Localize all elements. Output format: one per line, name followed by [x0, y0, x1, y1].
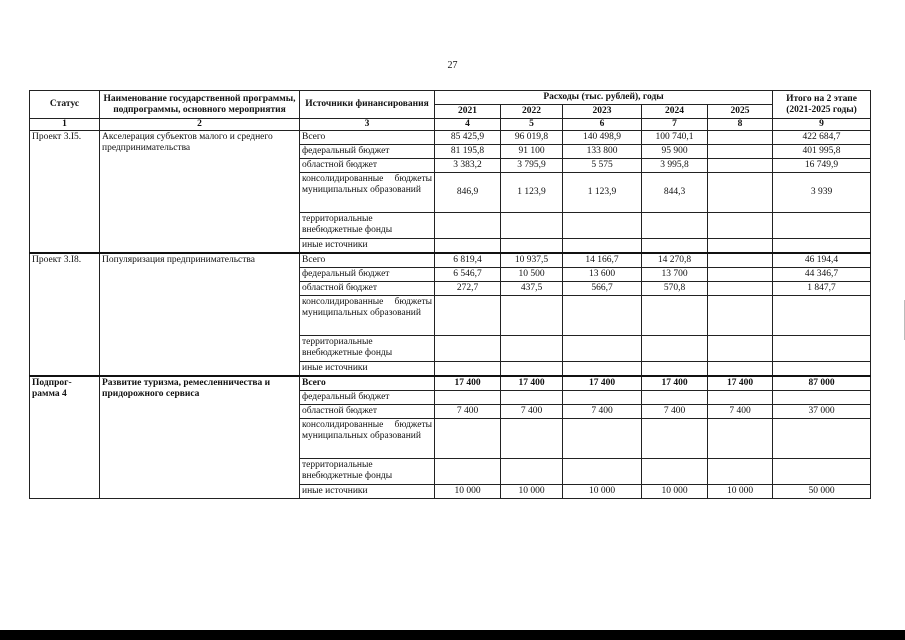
year-value-cell: 17 400 [435, 376, 501, 391]
year-value-cell: 140 498,9 [563, 131, 642, 145]
header-year: 2022 [501, 105, 563, 119]
total-value-cell: 422 684,7 [773, 131, 871, 145]
year-value-cell: 844,3 [642, 173, 708, 213]
year-value-cell: 6 819,4 [435, 253, 501, 268]
scan-bottom-edge [0, 630, 905, 640]
total-value-cell: 50 000 [773, 485, 871, 499]
header-name: Наименование государственной программы, подпрограммы, основного мероприятия [100, 91, 300, 119]
year-value-cell: 17 400 [563, 376, 642, 391]
funding-source-cell: областной бюджет [300, 405, 435, 419]
header-sources: Источники финансирования [300, 91, 435, 119]
column-number: 3 [300, 119, 435, 131]
column-number: 4 [435, 119, 501, 131]
year-value-cell [501, 419, 563, 459]
column-number: 7 [642, 119, 708, 131]
year-value-cell [501, 391, 563, 405]
status-cell: Проект 3.I8. [30, 253, 100, 376]
year-value-cell: 17 400 [642, 376, 708, 391]
funding-table [29, 90, 871, 499]
year-value-cell [708, 391, 773, 405]
year-value-cell: 6 546,7 [435, 268, 501, 282]
year-value-cell: 570,8 [642, 282, 708, 296]
status-cell: Подпрог-рамма 4 [30, 376, 100, 499]
column-number: 5 [501, 119, 563, 131]
year-value-cell: 5 575 [563, 159, 642, 173]
funding-source-cell: областной бюджет [300, 282, 435, 296]
year-value-cell: 100 740,1 [642, 131, 708, 145]
table-body [30, 131, 871, 499]
year-value-cell: 10 000 [501, 485, 563, 499]
table-header [30, 91, 871, 131]
total-value-cell: 46 194,4 [773, 253, 871, 268]
header-year: 2021 [435, 105, 501, 119]
year-value-cell [563, 391, 642, 405]
header-year: 2025 [708, 105, 773, 119]
year-value-cell [642, 213, 708, 239]
year-value-cell [642, 362, 708, 377]
year-value-cell: 13 600 [563, 268, 642, 282]
total-value-cell [773, 419, 871, 459]
year-value-cell [642, 459, 708, 485]
year-value-cell [708, 459, 773, 485]
status-cell: Проект 3.I5. [30, 131, 100, 254]
column-number: 6 [563, 119, 642, 131]
year-value-cell [501, 213, 563, 239]
year-value-cell [708, 336, 773, 362]
funding-source-cell: федеральный бюджет [300, 145, 435, 159]
column-number-row [30, 119, 871, 131]
year-value-cell: 10 000 [708, 485, 773, 499]
total-value-cell: 401 995,8 [773, 145, 871, 159]
total-value-cell [773, 239, 871, 254]
year-value-cell [708, 362, 773, 377]
total-value-cell: 1 847,7 [773, 282, 871, 296]
column-number: 9 [773, 119, 871, 131]
year-value-cell [642, 391, 708, 405]
year-value-cell: 10 937,5 [501, 253, 563, 268]
funding-source-cell: федеральный бюджет [300, 391, 435, 405]
year-value-cell: 1 123,9 [563, 173, 642, 213]
year-value-cell [708, 253, 773, 268]
funding-source-cell: иные источники [300, 485, 435, 499]
year-value-cell [435, 362, 501, 377]
total-value-cell [773, 391, 871, 405]
year-value-cell [501, 296, 563, 336]
total-value-cell: 16 749,9 [773, 159, 871, 173]
table-row [30, 131, 871, 145]
funding-source-cell: иные источники [300, 239, 435, 254]
year-value-cell: 1 123,9 [501, 173, 563, 213]
year-value-cell: 17 400 [708, 376, 773, 391]
year-value-cell [563, 459, 642, 485]
funding-source-cell: Всего [300, 253, 435, 268]
year-value-cell: 91 100 [501, 145, 563, 159]
year-value-cell [435, 296, 501, 336]
funding-source-cell: консолидированные бюджеты муниципальных образований [300, 173, 435, 213]
year-value-cell [708, 145, 773, 159]
year-value-cell: 133 800 [563, 145, 642, 159]
total-value-cell: 87 000 [773, 376, 871, 391]
year-value-cell [708, 282, 773, 296]
year-value-cell: 81 195,8 [435, 145, 501, 159]
total-value-cell: 37 000 [773, 405, 871, 419]
column-number: 2 [100, 119, 300, 131]
year-value-cell [501, 459, 563, 485]
year-value-cell: 10 500 [501, 268, 563, 282]
funding-source-cell: территориальные внебюджетные фонды [300, 336, 435, 362]
column-number: 8 [708, 119, 773, 131]
total-value-cell [773, 213, 871, 239]
year-value-cell [435, 239, 501, 254]
header-year: 2023 [563, 105, 642, 119]
year-value-cell: 85 425,9 [435, 131, 501, 145]
year-value-cell: 7 400 [501, 405, 563, 419]
year-value-cell [563, 239, 642, 254]
year-value-cell: 437,5 [501, 282, 563, 296]
funding-source-cell: федеральный бюджет [300, 268, 435, 282]
header-status: Статус [30, 91, 100, 119]
year-value-cell [563, 419, 642, 459]
funding-source-cell: консолидированные бюджеты муниципальных образований [300, 419, 435, 459]
year-value-cell: 846,9 [435, 173, 501, 213]
year-value-cell: 7 400 [563, 405, 642, 419]
table-row [30, 253, 871, 268]
year-value-cell: 7 400 [435, 405, 501, 419]
year-value-cell: 95 900 [642, 145, 708, 159]
total-value-cell: 44 346,7 [773, 268, 871, 282]
year-value-cell [501, 362, 563, 377]
funding-source-cell: территориальные внебюджетные фонды [300, 213, 435, 239]
year-value-cell: 17 400 [501, 376, 563, 391]
year-value-cell: 13 700 [642, 268, 708, 282]
year-value-cell [501, 239, 563, 254]
year-value-cell: 14 166,7 [563, 253, 642, 268]
year-value-cell: 7 400 [708, 405, 773, 419]
year-value-cell: 96 019,8 [501, 131, 563, 145]
year-value-cell [563, 213, 642, 239]
year-value-cell: 3 383,2 [435, 159, 501, 173]
year-value-cell [708, 239, 773, 254]
column-number: 1 [30, 119, 100, 131]
year-value-cell [435, 336, 501, 362]
funding-source-cell: областной бюджет [300, 159, 435, 173]
funding-source-cell: территориальные внебюджетные фонды [300, 459, 435, 485]
year-value-cell [708, 213, 773, 239]
year-value-cell [708, 268, 773, 282]
year-value-cell [708, 419, 773, 459]
header-expenses: Расходы (тыс. рублей), годы [435, 91, 773, 105]
year-value-cell: 7 400 [642, 405, 708, 419]
year-value-cell [435, 419, 501, 459]
year-value-cell [708, 131, 773, 145]
year-value-cell: 14 270,8 [642, 253, 708, 268]
year-value-cell [563, 296, 642, 336]
header-total: Итого на 2 этапе (2021-2025 годы) [773, 91, 871, 119]
funding-source-cell: Всего [300, 376, 435, 391]
year-value-cell: 10 000 [563, 485, 642, 499]
year-value-cell: 10 000 [435, 485, 501, 499]
funding-source-cell: Всего [300, 131, 435, 145]
page-number: 27 [447, 60, 458, 71]
year-value-cell [708, 296, 773, 336]
year-value-cell [708, 173, 773, 213]
funding-source-cell: консолидированные бюджеты муниципальных образований [300, 296, 435, 336]
year-value-cell [435, 391, 501, 405]
year-value-cell [642, 336, 708, 362]
year-value-cell [435, 459, 501, 485]
total-value-cell [773, 296, 871, 336]
year-value-cell [501, 336, 563, 362]
year-value-cell [435, 213, 501, 239]
program-name-cell: Развитие туризма, ремесленничества и придорожного сервиса [100, 376, 300, 499]
year-value-cell [563, 336, 642, 362]
year-value-cell: 10 000 [642, 485, 708, 499]
year-value-cell: 3 795,9 [501, 159, 563, 173]
year-value-cell: 566,7 [563, 282, 642, 296]
total-value-cell [773, 459, 871, 485]
header-year: 2024 [642, 105, 708, 119]
year-value-cell [708, 159, 773, 173]
funding-source-cell: иные источники [300, 362, 435, 377]
program-name-cell: Популяризация предпринимательства [100, 253, 300, 376]
table-row [30, 376, 871, 391]
total-value-cell [773, 336, 871, 362]
year-value-cell [642, 239, 708, 254]
year-value-cell: 272,7 [435, 282, 501, 296]
year-value-cell: 3 995,8 [642, 159, 708, 173]
program-name-cell: Акселерация субъектов малого и среднего предпринимательства [100, 131, 300, 254]
total-value-cell: 3 939 [773, 173, 871, 213]
total-value-cell [773, 362, 871, 377]
year-value-cell [642, 296, 708, 336]
year-value-cell [563, 362, 642, 377]
year-value-cell [642, 419, 708, 459]
